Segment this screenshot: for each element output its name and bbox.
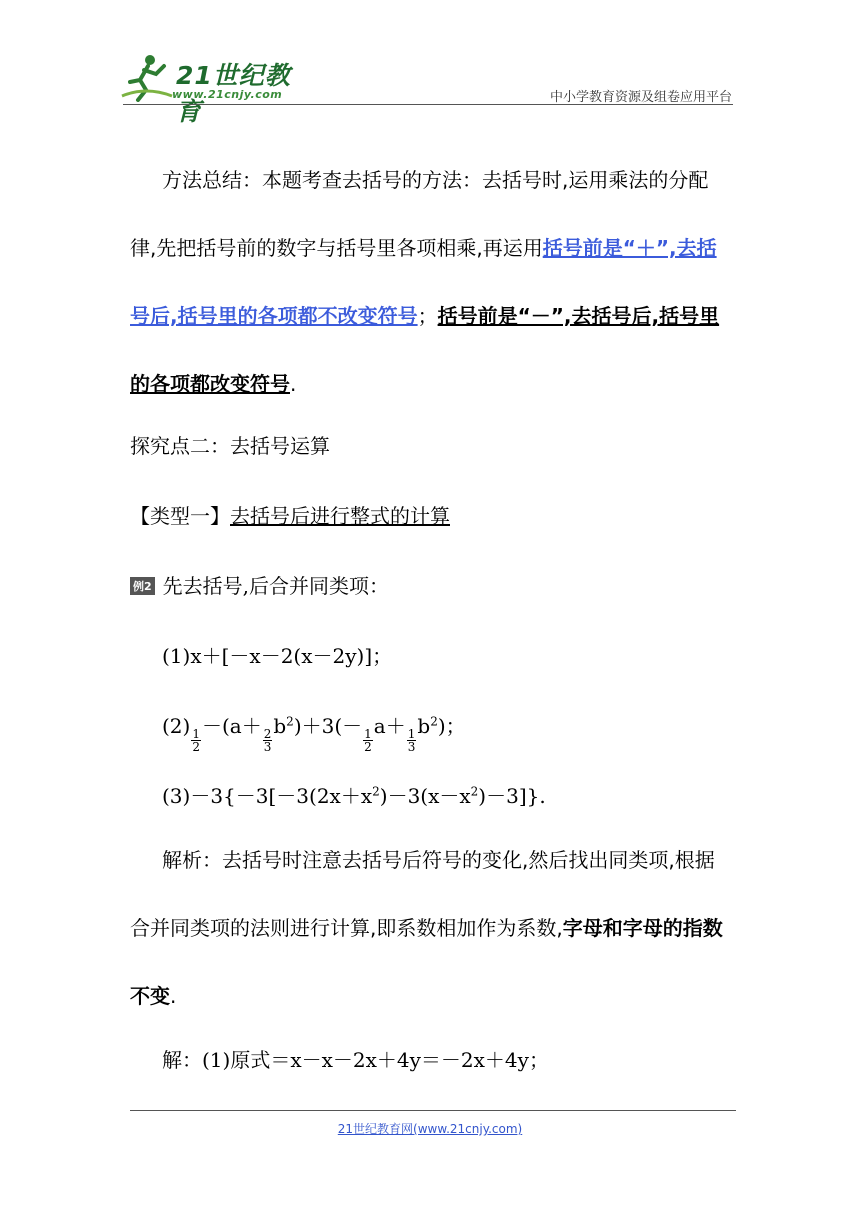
header-divider bbox=[123, 104, 733, 105]
exponent: 2 bbox=[470, 784, 479, 799]
logo-text: 21世纪教育 bbox=[176, 61, 291, 126]
summary-end: . bbox=[290, 372, 297, 396]
summary-separator: ； bbox=[417, 304, 438, 328]
exponent: 2 bbox=[430, 714, 438, 729]
section-title: 探究点二：去括号运算 bbox=[130, 434, 330, 458]
denominator: 3 bbox=[407, 740, 416, 755]
question-2 bbox=[162, 710, 466, 753]
numerator: 1 bbox=[407, 727, 416, 742]
page-header bbox=[0, 0, 860, 126]
q3-part: )－3(x－x bbox=[379, 784, 471, 808]
denominator: 2 bbox=[364, 740, 372, 755]
header-tagline: 中小学教育资源及组卷应用平台 bbox=[549, 90, 732, 105]
footer-divider bbox=[130, 1110, 736, 1111]
question-3 bbox=[162, 780, 546, 809]
fraction bbox=[363, 728, 373, 753]
question-1: (1)x＋[－x－2(x－2y)]； bbox=[162, 644, 393, 668]
q2-part: (2) bbox=[162, 714, 191, 738]
solution-line-1: 解：(1)原式＝x－x－2x＋4y＝－2x＋4y； bbox=[162, 1048, 549, 1072]
rule-plus: 括号前是“＋”,去括号后,括号里的各项都不改变符号 bbox=[130, 236, 717, 328]
numerator: 1 bbox=[192, 727, 200, 742]
denominator: 3 bbox=[263, 740, 272, 755]
q2-part: b bbox=[273, 714, 287, 738]
analysis-text: 解析：去括号时注意去括号后符号的变化,然后找出同类项,根据合并同类项的法则进行计算,即系数相加作为系数, bbox=[130, 848, 715, 940]
q2-part: －(a＋ bbox=[201, 714, 262, 738]
type-heading bbox=[130, 500, 450, 529]
numerator: 2 bbox=[263, 727, 272, 742]
example-prompt: 先去括号,后合并同类项： bbox=[162, 574, 390, 598]
example-badge: 例2 bbox=[130, 577, 155, 595]
runner-icon bbox=[118, 52, 174, 102]
logo bbox=[118, 52, 298, 126]
method-summary bbox=[130, 146, 730, 418]
summary-intro: 方法总结：本题考查去括号的方法：去括号时,运用乘法的分配律,先把括号前的数字与括号里各项相乘,再运用 bbox=[130, 168, 709, 260]
example-prompt-line bbox=[130, 570, 389, 599]
analysis-bold: 字母和字母的指数不变 bbox=[130, 916, 723, 1008]
type-prefix: 【类型一】 bbox=[130, 504, 230, 528]
fraction bbox=[263, 728, 273, 753]
numerator: 1 bbox=[364, 727, 372, 742]
q2-part: )＋3(－ bbox=[293, 714, 363, 738]
denominator: 2 bbox=[192, 740, 200, 755]
q2-part: b bbox=[417, 714, 431, 738]
type-title: 去括号后进行整式的计算 bbox=[230, 504, 450, 528]
q2-part: a＋ bbox=[373, 714, 406, 738]
exponent: 2 bbox=[372, 784, 380, 799]
q3-part: )－3]}. bbox=[478, 784, 546, 808]
fraction bbox=[191, 728, 201, 753]
footer-link[interactable]: 21世纪教育网(www.21cnjy.com) bbox=[337, 1122, 523, 1136]
q3-part: (3)－3{－3[－3(2x＋x bbox=[162, 784, 373, 808]
rule-minus: 括号前是“－”,去括号后,括号里的各项都改变符号 bbox=[130, 304, 720, 396]
fraction bbox=[407, 728, 417, 753]
logo-url: www.21cnjy.com bbox=[172, 88, 283, 101]
q2-part: )； bbox=[437, 714, 466, 738]
exponent: 2 bbox=[286, 714, 294, 729]
analysis-end: . bbox=[170, 984, 177, 1008]
analysis bbox=[130, 826, 730, 1030]
